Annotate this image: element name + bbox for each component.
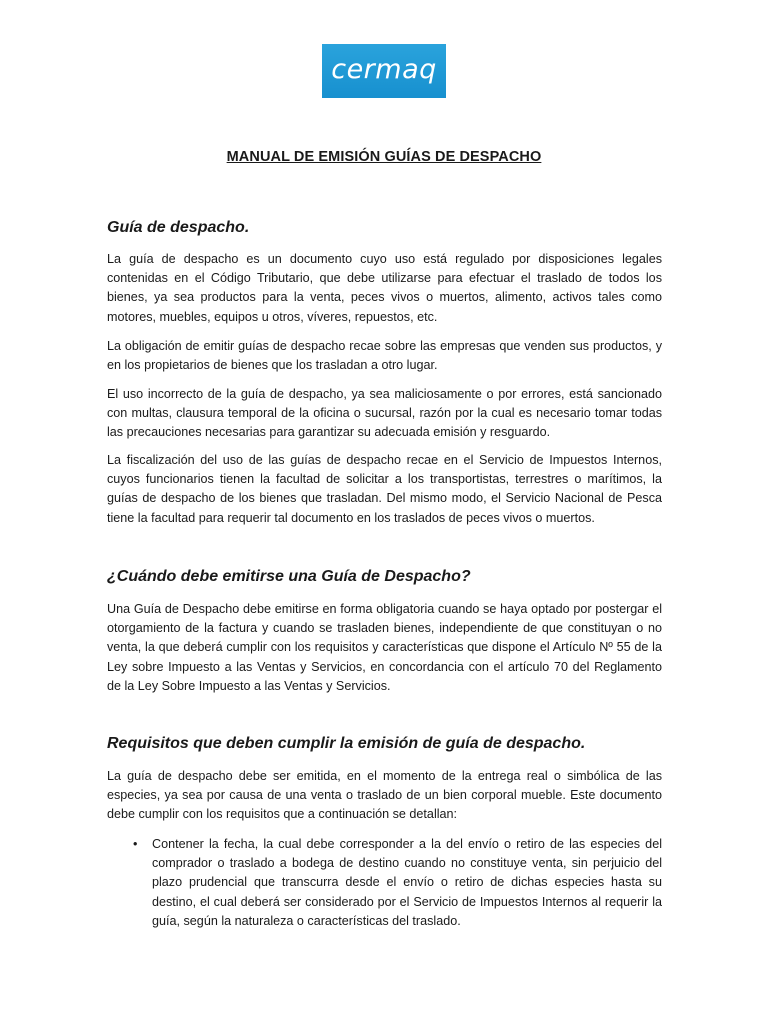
paragraph: El uso incorrecto de la guía de despacho, ya sea maliciosamente o por errores, está sancionado con multas, clausura temporal de la oficina o sucursal, razón por la cual es necesario tomar todas las precauciones necesarias para garantizar su adecuada emisión y resguardo. (107, 387, 662, 440)
logo-text: cermaq (331, 54, 437, 85)
section-heading-guia-de-despacho: Guía de despacho. (107, 219, 250, 236)
paragraph: La guía de despacho debe ser emitida, en el momento de la entrega real o simbólica de las especies, ya sea por causa de una venta o traslado de un bien corporal mueble. Este documento debe cumplir con los requisitos que a continuación se detallan: (107, 769, 662, 822)
section-heading-requisitos: Requisitos que deben cumplir la emisión de guía de despacho. (107, 735, 586, 752)
paragraph: La fiscalización del uso de las guías de despacho recae en el Servicio de Impuestos Internos, cuyos funcionarios tienen la facultad de solicitar a los transportistas, terrestres o marítimos, la guías de despacho de los bienes que trasladan. Del mismo modo, el Servicio Nacional de Pesca tiene la facultad para requerir tal documento en los traslados de peces vivos o muertos. (107, 453, 662, 525)
paragraph: La guía de despacho es un documento cuyo uso está regulado por disposiciones legales contenidas en el Código Tributario, que debe utilizarse para efectuar el traslado de todos los bienes, ya sea productos para la venta, peces vivos o muertos, alimento, activos tales como motores, muebles, equipos u otros, víveres, repuestos, etc. (107, 252, 662, 324)
paragraph: Una Guía de Despacho debe emitirse en forma obligatoria cuando se haya optado por postergar el otorgamiento de la factura y cuando se trasladen bienes, independiente de que constituyan o no venta, la que deberá cumplir con los requisitos y características que dispone el Artículo Nº 55 de la Ley sobre Impuesto a las Ventas y Servicios, en concordancia con el artículo 70 del Reglamento de la Ley Sobre Impuesto a las Ventas y Servicios. (107, 602, 662, 693)
section-heading-cuando-emitir: ¿Cuándo debe emitirse una Guía de Despacho? (107, 568, 471, 585)
paragraph: La obligación de emitir guías de despacho recae sobre las empresas que venden sus productos, y en los propietarios de bienes que los trasladan a otro lugar. (107, 339, 662, 373)
cermaq-logo (322, 44, 446, 98)
list-item-text: Contener la fecha, la cual debe corresponder a la del envío o retiro de las especies del comprador o traslado a bodega de destino cuando no constituye venta, sin perjuicio del plazo prudencial que transcurra desde el envío o retiro de dichas especies hasta su destino, el cual deberá ser considerado por el Servicio de Impuestos Internos al requerir la guía, según la naturaleza o características del traslado. (152, 837, 662, 928)
document-title: MANUAL DE EMISIÓN GUÍAS DE DESPACHO (226, 149, 542, 165)
bullet-icon: • (133, 837, 138, 851)
